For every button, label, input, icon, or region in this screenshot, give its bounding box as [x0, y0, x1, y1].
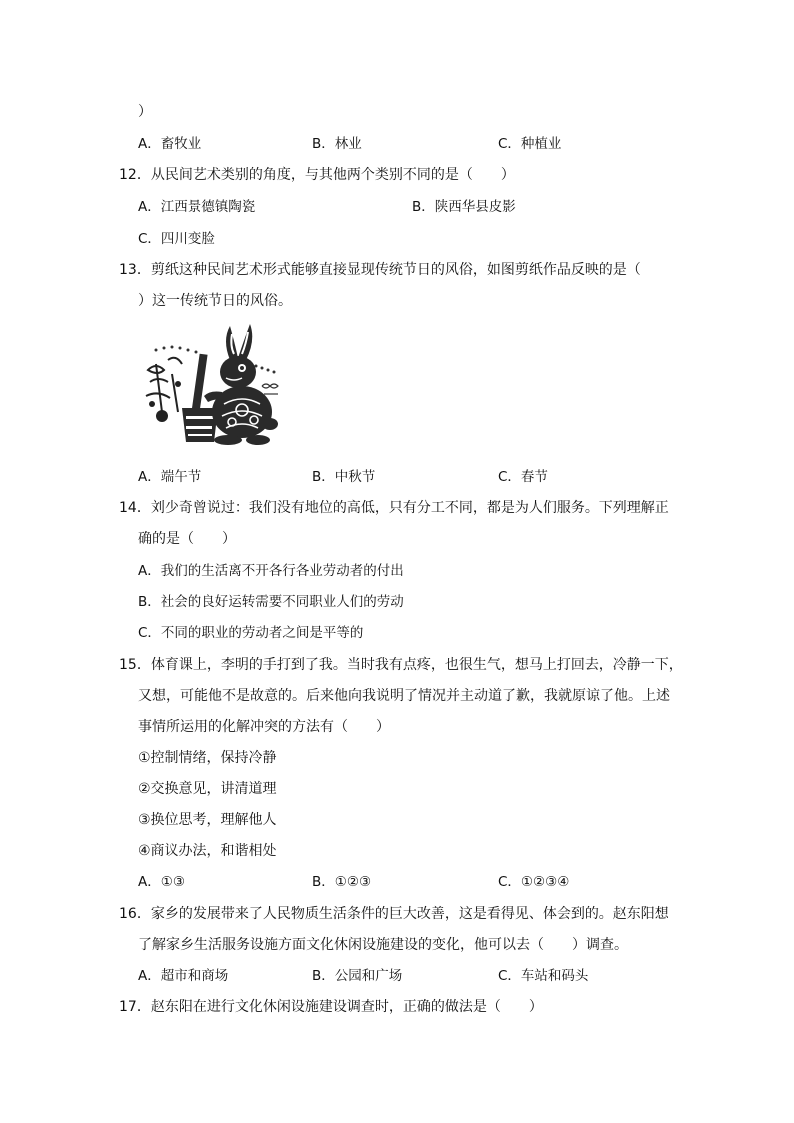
q13-option-a: A．端午节 — [138, 469, 202, 485]
q14-stem-line-1: 14．刘少奇曾说过：我们没有地位的高低，只有分工不同，都是为人们服务。下列理解正 — [119, 500, 669, 516]
q11-option-b: B．林业 — [312, 136, 362, 152]
q15-item-3: ③换位思考，理解他人 — [138, 812, 277, 828]
q15-option-b: B．①②③ — [312, 874, 372, 890]
q15-item-1: ①控制情绪，保持冷静 — [138, 750, 277, 766]
q15-option-c: C．①②③④ — [498, 874, 570, 890]
q13-option-b: B．中秋节 — [312, 469, 376, 485]
q15-stem-line-1: 15．体育课上，李明的手打到了我。当时我有点疼，也很生气，想马上打回去，冷静一下， — [119, 657, 683, 673]
q12-option-b: B．陕西华县皮影 — [412, 199, 516, 215]
q14-option-b: B．社会的良好运转需要不同职业人们的劳动 — [138, 594, 404, 610]
q11-option-a: A．畜牧业 — [138, 136, 202, 152]
q13-stem-line-2: ）这一传统节日的风俗。 — [138, 293, 292, 309]
rabbit-papercut-icon — [138, 320, 286, 450]
q15-stem-line-2: 又想，可能他不是故意的。后来他向我说明了情况并主动道了歉，我就原谅了他。上述 — [138, 688, 670, 704]
q11-stem-continuation: ） — [138, 104, 152, 120]
q12-option-c: C．四川变脸 — [138, 231, 215, 247]
q16-option-a: A．超市和商场 — [138, 968, 229, 984]
q14-option-c: C．不同的职业的劳动者之间是平等的 — [138, 625, 364, 641]
q15-item-2: ②交换意见，讲清道理 — [138, 781, 277, 797]
q12-option-a: A．江西景德镇陶瓷 — [138, 199, 256, 215]
q14-option-a: A．我们的生活离不开各行各业劳动者的付出 — [138, 563, 404, 579]
q12-stem: 12．从民间艺术类别的角度，与其他两个类别不同的是（ ） — [119, 167, 515, 183]
q16-stem-line-2: 了解家乡生活服务设施方面文化休闲设施建设的变化，他可以去（ ）调查。 — [138, 937, 628, 953]
q16-option-b: B．公园和广场 — [312, 968, 403, 984]
q16-stem-line-1: 16．家乡的发展带来了人民物质生活条件的巨大改善，这是看得见、体会到的。赵东阳想 — [119, 906, 669, 922]
q17-stem: 17．赵东阳在进行文化休闲设施建设调查时，正确的做法是（ ） — [119, 999, 543, 1015]
q15-item-4: ④商议办法，和谐相处 — [138, 843, 277, 859]
q16-option-c: C．车站和码头 — [498, 968, 589, 984]
q13-option-c: C．春节 — [498, 469, 548, 485]
q15-stem-line-3: 事情所运用的化解冲突的方法有（ ） — [138, 719, 390, 735]
q14-stem-line-2: 确的是（ ） — [138, 531, 236, 547]
q11-option-c: C．种植业 — [498, 136, 562, 152]
q15-option-a: A．①③ — [138, 874, 185, 890]
q13-stem-line-1: 13．剪纸这种民间艺术形式能够直接显现传统节日的风俗，如图剪纸作品反映的是（ — [119, 262, 641, 278]
